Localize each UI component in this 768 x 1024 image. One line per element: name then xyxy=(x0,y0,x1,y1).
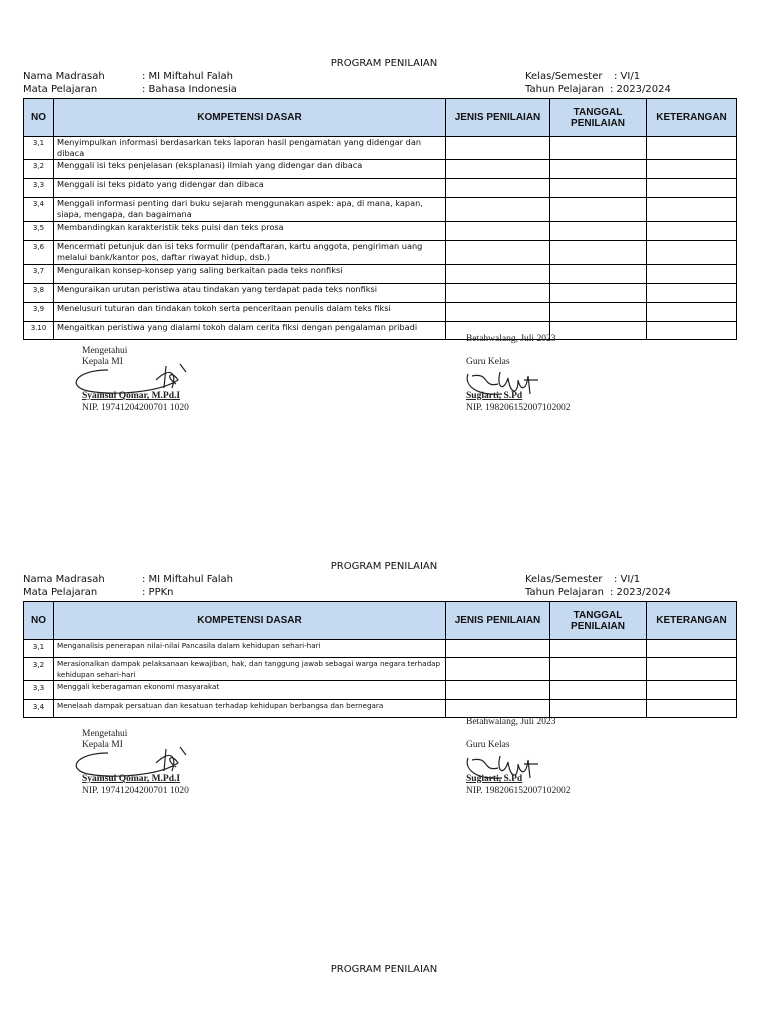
row-keterangan xyxy=(647,137,737,160)
row-no: 3,1 xyxy=(24,137,54,160)
value-mata-pelajaran: : Bahasa Indonesia xyxy=(142,84,237,95)
row-keterangan xyxy=(647,284,737,303)
table-row xyxy=(24,241,737,265)
row-jenis xyxy=(446,222,550,241)
place-date: Betahwalang, Juli 2023 xyxy=(466,717,556,727)
label-kelas-semester: Kelas/Semester xyxy=(525,71,603,82)
row-no: 3,2 xyxy=(24,160,54,179)
doc-title: PROGRAM PENILAIAN xyxy=(330,561,438,572)
row-tanggal xyxy=(550,241,647,265)
row-kd: Menguraikan urutan peristiwa atau tindakan yang terdapat pada teks nonfiksi xyxy=(54,284,446,303)
kepala-nip: NIP. 19741204200701 1020 xyxy=(82,786,189,796)
row-kd: Membandingkan karakteristik teks puisi dan teks prosa xyxy=(54,222,446,241)
row-jenis xyxy=(446,241,550,265)
row-kd: Menggali isi teks penjelasan (eksplanasi) ilmiah yang didengar dan dibaca xyxy=(54,160,446,179)
label-nama-madrasah: Nama Madrasah xyxy=(23,71,105,82)
row-tanggal xyxy=(550,198,647,222)
row-no: 3,1 xyxy=(24,640,54,658)
doc-title: PROGRAM PENILAIAN xyxy=(330,58,438,69)
kepala-title: Kepala MI xyxy=(82,740,123,750)
table-row xyxy=(24,303,737,322)
row-keterangan xyxy=(647,303,737,322)
value-nama-madrasah: : MI Miftahul Falah xyxy=(142,574,233,585)
row-jenis xyxy=(446,265,550,284)
table-row xyxy=(24,640,737,658)
row-tanggal xyxy=(550,303,647,322)
value-tahun-pelajaran: : 2023/2024 xyxy=(610,84,671,95)
row-kd: Mencermati petunjuk dan isi teks formulir (pendaftaran, kartu anggota, pengiriman uang melalui bank/kantor pos, daftar riwayat hidup, dsb.) xyxy=(54,241,446,265)
doc-title: PROGRAM PENILAIAN xyxy=(330,964,438,975)
guru-nip: NIP. 198206152007102002 xyxy=(466,403,571,413)
col-header-no: NO xyxy=(24,602,54,640)
table-row xyxy=(24,322,737,340)
kd-table-1 xyxy=(23,98,737,340)
label-tahun-pelajaran: Tahun Pelajaran xyxy=(525,587,604,598)
guru-name: Sugiarti, S.Pd xyxy=(466,774,523,784)
table-row xyxy=(24,179,737,198)
row-keterangan xyxy=(647,322,737,340)
label-mata-pelajaran: Mata Pelajaran xyxy=(23,587,98,598)
row-jenis xyxy=(446,284,550,303)
col-header-kompetensi: KOMPETENSI DASAR xyxy=(54,602,446,640)
row-no: 3,3 xyxy=(24,179,54,198)
mengetahui-label: Mengetahui xyxy=(82,346,128,356)
row-jenis xyxy=(446,640,550,658)
table-row xyxy=(24,137,737,160)
kd-table-2 xyxy=(23,601,737,718)
row-kd: Menyimpulkan informasi berdasarkan teks laporan hasil pengamatan yang didengar dan dibaca xyxy=(54,137,446,160)
row-jenis xyxy=(446,700,550,718)
kepala-title: Kepala MI xyxy=(82,357,123,367)
row-tanggal xyxy=(550,265,647,284)
row-tanggal xyxy=(550,160,647,179)
row-tanggal xyxy=(550,137,647,160)
value-mata-pelajaran: : PPKn xyxy=(142,587,174,598)
row-no: 3,4 xyxy=(24,700,54,718)
row-jenis xyxy=(446,137,550,160)
row-keterangan xyxy=(647,198,737,222)
table-row xyxy=(24,681,737,700)
table-row xyxy=(24,265,737,284)
value-nama-madrasah: : MI Miftahul Falah xyxy=(142,71,233,82)
row-tanggal xyxy=(550,222,647,241)
row-tanggal xyxy=(550,681,647,700)
row-kd: Menggali keberagaman ekonomi masyarakat xyxy=(54,681,446,700)
kepala-name: Syamsul Qomar, M.Pd.I xyxy=(82,774,181,784)
row-kd: Merasionalkan dampak pelaksanaan kewajiban, hak, dan tanggung jawab sebagai warga negara terhadap kehidupan sehari-hari xyxy=(54,658,446,681)
guru-title: Guru Kelas xyxy=(466,357,510,367)
row-keterangan xyxy=(647,658,737,681)
kepala-name: Syamsul Qomar, M.Pd.I xyxy=(82,391,181,401)
row-keterangan xyxy=(647,241,737,265)
guru-title: Guru Kelas xyxy=(466,740,510,750)
label-tahun-pelajaran: Tahun Pelajaran xyxy=(525,84,604,95)
row-tanggal xyxy=(550,284,647,303)
row-jenis xyxy=(446,303,550,322)
row-keterangan xyxy=(647,222,737,241)
row-tanggal xyxy=(550,640,647,658)
label-nama-madrasah: Nama Madrasah xyxy=(23,574,105,585)
value-kelas-semester: : VI/1 xyxy=(614,71,641,82)
row-jenis xyxy=(446,160,550,179)
row-keterangan xyxy=(647,640,737,658)
col-header-jenis: JENIS PENILAIAN xyxy=(446,602,550,640)
row-keterangan xyxy=(647,681,737,700)
row-tanggal xyxy=(550,658,647,681)
col-header-kompetensi: KOMPETENSI DASAR xyxy=(54,99,446,137)
col-header-jenis: JENIS PENILAIAN xyxy=(446,99,550,137)
row-kd: Menganalisis penerapan nilai-nilai Pancasila dalam kehidupan sehari-hari xyxy=(54,640,446,658)
row-keterangan xyxy=(647,265,737,284)
row-tanggal xyxy=(550,179,647,198)
guru-nip: NIP. 198206152007102002 xyxy=(466,786,571,796)
row-kd: Menguraikan konsep-konsep yang saling berkaitan pada teks nonfiksi xyxy=(54,265,446,284)
label-mata-pelajaran: Mata Pelajaran xyxy=(23,84,98,95)
value-tahun-pelajaran: : 2023/2024 xyxy=(610,587,671,598)
row-keterangan xyxy=(647,179,737,198)
row-jenis xyxy=(446,681,550,700)
table-row xyxy=(24,160,737,179)
col-header-tanggal: TANGGAL PENILAIAN xyxy=(550,99,647,137)
guru-name: Sugiarti, S.Pd xyxy=(466,391,523,401)
row-no: 3,4 xyxy=(24,198,54,222)
row-jenis xyxy=(446,658,550,681)
col-header-tanggal: TANGGAL PENILAIAN xyxy=(550,602,647,640)
row-no: 3,3 xyxy=(24,681,54,700)
row-no: 3.10 xyxy=(24,322,54,340)
row-keterangan xyxy=(647,700,737,718)
row-tanggal xyxy=(550,322,647,340)
value-kelas-semester: : VI/1 xyxy=(614,574,641,585)
row-kd: Menggali isi teks pidato yang didengar dan dibaca xyxy=(54,179,446,198)
row-kd: Mengaitkan peristiwa yang dialami tokoh dalam cerita fiksi dengan pengalaman pribadi xyxy=(54,322,446,340)
row-tanggal xyxy=(550,700,647,718)
row-kd: Menelusuri tuturan dan tindakan tokoh serta penceritaan penulis dalam teks fiksi xyxy=(54,303,446,322)
row-jenis xyxy=(446,198,550,222)
row-keterangan xyxy=(647,160,737,179)
table-row xyxy=(24,198,737,222)
label-kelas-semester: Kelas/Semester xyxy=(525,574,603,585)
col-header-keterangan: KETERANGAN xyxy=(647,602,737,640)
place-date: Betahwalang, Juli 2023 xyxy=(466,334,556,344)
row-no: 3,2 xyxy=(24,658,54,681)
row-no: 3,7 xyxy=(24,265,54,284)
row-no: 3,8 xyxy=(24,284,54,303)
table-row xyxy=(24,284,737,303)
row-kd: Menggali informasi penting dari buku sejarah menggunakan aspek: apa, di mana, kapan, siapa, mengapa, dan bagaimana xyxy=(54,198,446,222)
kepala-nip: NIP. 19741204200701 1020 xyxy=(82,403,189,413)
row-no: 3,9 xyxy=(24,303,54,322)
row-kd: Menelaah dampak persatuan dan kesatuan terhadap kehidupan berbangsa dan bernegara xyxy=(54,700,446,718)
row-no: 3,6 xyxy=(24,241,54,265)
table-row xyxy=(24,700,737,718)
table-row xyxy=(24,658,737,681)
col-header-keterangan: KETERANGAN xyxy=(647,99,737,137)
row-no: 3,5 xyxy=(24,222,54,241)
table-row xyxy=(24,222,737,241)
col-header-no: NO xyxy=(24,99,54,137)
mengetahui-label: Mengetahui xyxy=(82,729,128,739)
row-jenis xyxy=(446,179,550,198)
